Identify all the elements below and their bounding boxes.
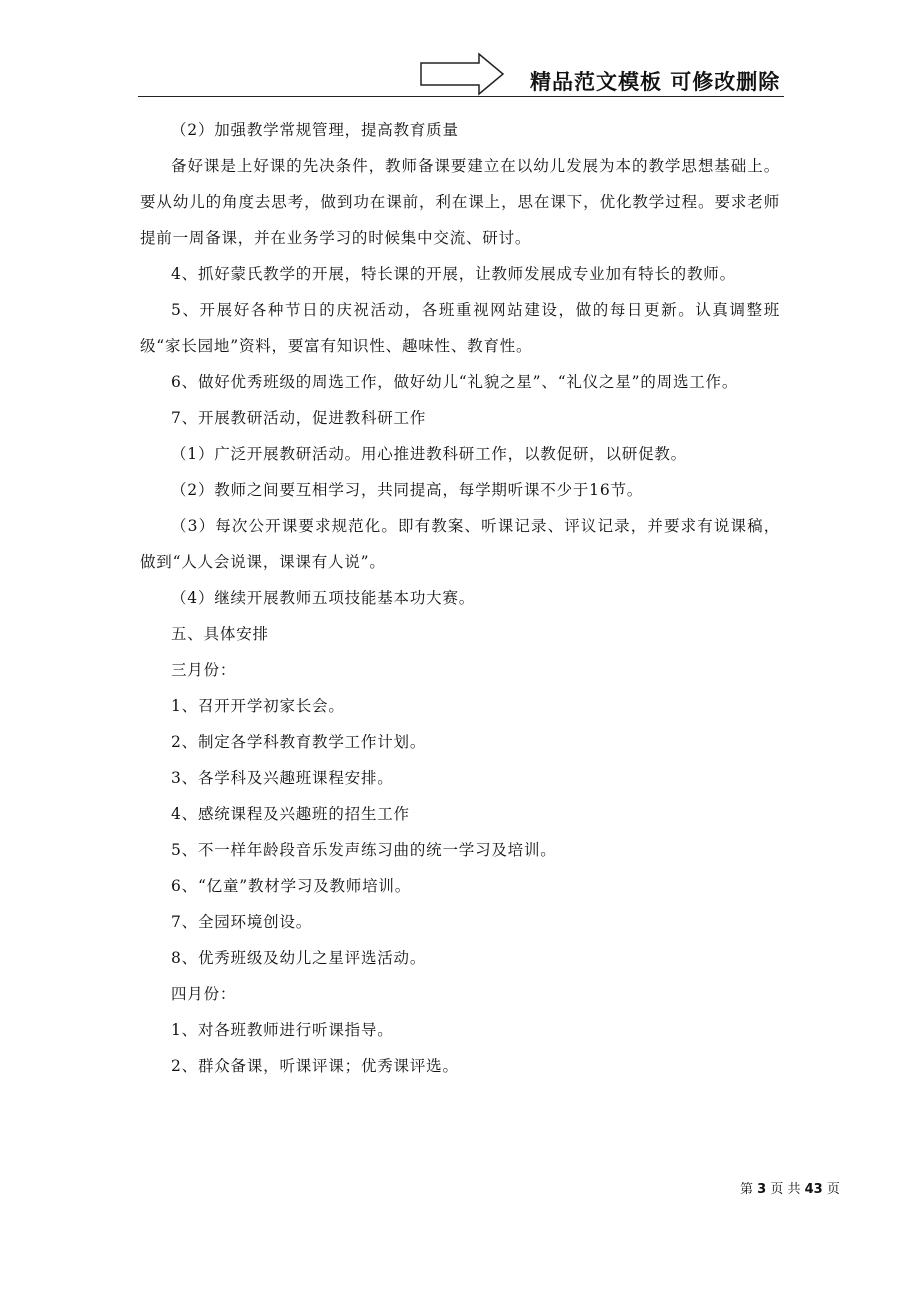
footer-suffix: 页 — [826, 1182, 840, 1197]
month-heading: 四月份： — [171, 985, 237, 1003]
paragraph: 7、开展教研活动，促进教科研工作 — [171, 409, 427, 427]
list-item: 5、不一样年龄段音乐发声练习曲的统一学习及培训。 — [171, 841, 557, 859]
list-item: 1、召开开学初家长会。 — [171, 697, 345, 715]
list-item: 6、“亿童”教材学习及教师培训。 — [171, 877, 412, 895]
paragraph: 备好课是上好课的先决条件，教师备课要建立在以幼儿发展为本的教学思想基础上。要从幼儿的角度去思考，做到功在课前，利在课上，思在课下，优化教学过程。要求老师提前一周备课，并在业务学习的时候集中交流、研讨。 — [140, 157, 780, 247]
paragraph: 6、做好优秀班级的周选工作，做好幼儿“礼貌之星”、“礼仪之星”的周选工作。 — [171, 373, 739, 391]
footer-middle: 页 共 — [770, 1182, 801, 1197]
paragraph: （1）广泛开展教研活动。用心推进教科研工作，以教促研，以研促教。 — [171, 445, 687, 463]
page-number-footer — [740, 1178, 840, 1197]
list-item: 1、对各班教师进行听课指导。 — [171, 1021, 394, 1039]
current-page-number: 3 — [757, 1182, 767, 1197]
list-item: 8、优秀班级及幼儿之星评选活动。 — [171, 949, 427, 967]
total-pages-number: 43 — [804, 1182, 823, 1197]
paragraph: 4、抓好蒙氏教学的开展，特长课的开展，让教师发展成专业加有特长的教师。 — [171, 265, 736, 283]
list-item: 7、全园环境创设。 — [171, 913, 313, 931]
section-heading: 五、具体安排 — [171, 625, 269, 643]
list-item: 4、感统课程及兴趣班的招生工作 — [171, 805, 410, 823]
header-title: 精品范文模板 可修改删除 — [530, 70, 781, 94]
list-item: 2、制定各学科教育教学工作计划。 — [171, 733, 427, 751]
arrow-right-icon — [419, 52, 509, 98]
paragraph: （2）加强教学常规管理，提高教育质量 — [171, 121, 459, 139]
list-item: 2、群众备课，听课评课；优秀课评选。 — [171, 1057, 459, 1075]
document-body — [140, 112, 780, 1084]
header-divider — [138, 96, 784, 97]
paragraph: （4）继续开展教师五项技能基本功大赛。 — [171, 589, 476, 607]
paragraph: （2）教师之间要互相学习，共同提高，每学期听课不少于16节。 — [171, 481, 644, 499]
paragraph: （3）每次公开课要求规范化。即有教案、听课记录、评议记录，并要求有说课稿，做到“人人会说课，课课有人说”。 — [140, 517, 780, 571]
month-heading: 三月份： — [171, 661, 237, 679]
footer-prefix: 第 — [740, 1182, 754, 1197]
paragraph: 5、开展好各种节日的庆祝活动，各班重视网站建设，做的每日更新。认真调整班级“家长园地”资料，要富有知识性、趣味性、教育性。 — [140, 301, 780, 355]
list-item: 3、各学科及兴趣班课程安排。 — [171, 769, 394, 787]
